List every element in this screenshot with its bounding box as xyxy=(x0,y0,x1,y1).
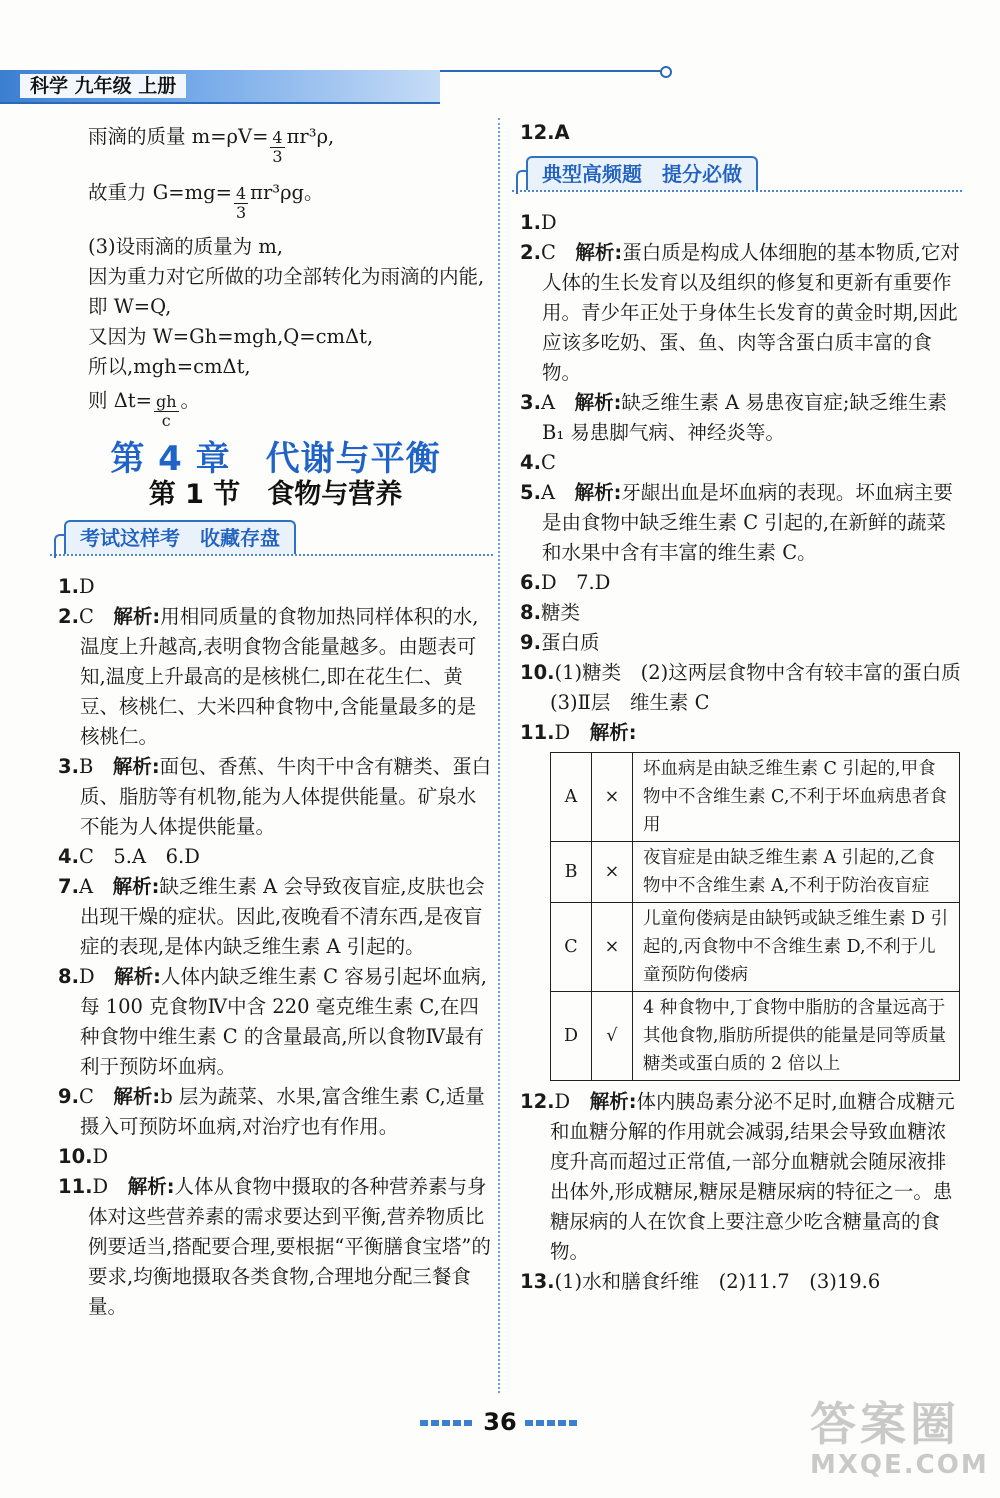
answer-choice: C xyxy=(540,241,556,264)
question-number: 1. xyxy=(520,211,541,234)
fraction-denominator: 3 xyxy=(272,147,283,166)
table-row xyxy=(551,753,960,842)
formula-text: 。 xyxy=(180,389,201,412)
option-cell: A xyxy=(551,753,592,842)
explanation-text: 用相同质量的食物加热同样体积的水,温度上升越高,表明食物含能量越多。由题表可知,温度上升最高的是核桃仁,即在花生仁、黄豆、核桃仁、大米四种食物中,含能量最多的是核桃仁。 xyxy=(80,605,479,748)
right-column xyxy=(520,118,981,1297)
answer-choice: C 5.A 6.D xyxy=(78,845,200,868)
question-number: 9. xyxy=(520,631,541,654)
answer-item xyxy=(520,208,962,238)
page-number-decoration xyxy=(420,1420,475,1426)
explanation-label: 解析: xyxy=(589,1090,637,1113)
explanation-text: 体内胰岛素分泌不足时,血糖合成糖元和血糖分解的作用就会减弱,结果会导致血糖浓度升高而超过正常值,一部分血糖就会随尿液排出体外,形成糖尿,糖尿是糖尿病的特征之一。患糖尿病的人在饮食上要注意少吃含糖量高的食物。 xyxy=(550,1090,955,1263)
formula-mass xyxy=(88,122,493,166)
answer-list xyxy=(58,572,493,1322)
column-divider xyxy=(498,118,500,1393)
question-number: 4. xyxy=(58,845,79,868)
answer-list xyxy=(520,208,981,748)
explanation-label: 解析: xyxy=(113,605,161,628)
question-number: 8. xyxy=(520,601,541,624)
judgement-cell: × xyxy=(592,753,633,842)
page-header xyxy=(0,70,670,104)
answer-item xyxy=(520,1087,962,1267)
banner-label: 考试这样考 收藏存盘 xyxy=(64,520,296,554)
explanation-label: 解析: xyxy=(574,391,622,414)
answer-item xyxy=(58,842,493,872)
section-banner xyxy=(512,154,962,198)
section-title: 第 1 节 食物与营养 xyxy=(148,479,403,510)
answer-text: (1)水和膳食纤维 (2)11.7 (3)19.6 xyxy=(554,1270,881,1293)
answer-item xyxy=(520,598,962,628)
formula-text: πr³ρ, xyxy=(286,125,335,148)
judgement-cell: × xyxy=(592,903,633,992)
analysis-table xyxy=(550,752,960,1081)
watermark-logo-text: 答案圈 xyxy=(810,1397,960,1451)
explanation-text: b 层为蔬菜、水果,富含维生素 C,适量摄入可预防坏血病,对治疗也有作用。 xyxy=(80,1085,485,1138)
reason-cell: 坏血病是由缺乏维生素 C 引起的,甲食物中不含维生素 C,不利于坏血病患者食用 xyxy=(633,753,960,842)
answer-choice: D xyxy=(540,211,557,234)
table-row xyxy=(551,842,960,903)
formula-text: 则 Δt= xyxy=(88,389,152,412)
question-number: 2. xyxy=(58,605,79,628)
explanation-label: 解析: xyxy=(589,721,637,744)
formula-delta-t xyxy=(88,386,493,430)
answer-choice: D xyxy=(78,575,95,598)
answer-item xyxy=(58,1082,493,1142)
table-row xyxy=(551,903,960,992)
page-number-text: 36 xyxy=(483,1408,517,1436)
option-cell: C xyxy=(551,903,592,992)
fraction-denominator: c xyxy=(161,411,171,430)
fraction-numerator: gh xyxy=(155,392,177,411)
explanation-text: 面包、香蕉、牛肉干中含有糖类、蛋白质、脂肪等有机物,能为人体提供能量。矿泉水不能为人体提供能量。 xyxy=(80,755,492,838)
answer-choice: C xyxy=(540,451,556,474)
explanation-label: 解析: xyxy=(574,481,622,504)
solution-continued xyxy=(58,122,493,430)
text-line: 因为重力对它所做的功全部转化为雨滴的内能,即 W=Q, xyxy=(88,265,485,318)
banner-rule xyxy=(512,190,962,192)
judgement-cell: √ xyxy=(592,992,633,1081)
option-cell: D xyxy=(551,992,592,1081)
answer-choice: D xyxy=(92,1175,109,1198)
header-rule xyxy=(440,70,665,72)
explanation-label: 解析: xyxy=(127,1175,175,1198)
chapter-title: 第 4 章 代谢与平衡 xyxy=(110,439,441,479)
text-line: (3)设雨滴的质量为 m, xyxy=(88,235,284,258)
page-number-decoration xyxy=(525,1420,580,1426)
header-dot xyxy=(660,66,672,78)
answer-item xyxy=(520,478,962,568)
answer-item xyxy=(58,602,493,752)
answer-item xyxy=(520,448,962,478)
reason-cell: 4 种食物中,丁食物中脂肪的含量远高于其他食物,脂肪所提供的能量是同等质量糖类或蛋白质的 2 倍以上 xyxy=(633,992,960,1081)
answer-item xyxy=(520,388,962,448)
question-number: 3. xyxy=(520,391,541,414)
site-watermark xyxy=(810,1398,990,1488)
formula-gravity xyxy=(88,178,493,222)
explanation-label: 解析: xyxy=(114,965,161,988)
option-cell: B xyxy=(551,842,592,903)
answer-item xyxy=(520,718,962,748)
question-number: 8. xyxy=(58,965,79,988)
question-number: 3. xyxy=(58,755,79,778)
question-number: 2. xyxy=(520,241,541,264)
answer-choice: B xyxy=(78,755,94,778)
answer-item xyxy=(520,1267,962,1297)
answer-choice: A xyxy=(540,391,556,414)
question-number: 9. xyxy=(58,1085,79,1108)
table-row xyxy=(551,992,960,1081)
answer-item xyxy=(520,568,962,598)
question-number: 7. xyxy=(58,875,79,898)
question-number: 13. xyxy=(520,1270,555,1293)
explanation-text: 缺乏维生素 A 易患夜盲症;缺乏维生素 B₁ 易患脚气病、神经炎等。 xyxy=(542,391,947,444)
reason-cell: 儿童佝偻病是由缺钙或缺乏维生素 D 引起的,丙食物中不含维生素 D,不利于儿童预防佝偻病 xyxy=(633,903,960,992)
answer-choice: D 7.D xyxy=(540,571,611,594)
answer-item xyxy=(58,1142,493,1172)
answer-item xyxy=(520,238,962,388)
judgement-cell: × xyxy=(592,842,633,903)
explanation-text: 缺乏维生素 A 会导致夜盲症,皮肤也会出现干燥的症状。因此,夜晚看不清东西,是夜盲症的表现,是体内缺乏维生素 A 引起的。 xyxy=(80,875,485,958)
answer-item xyxy=(520,658,981,718)
answer-choice: C xyxy=(78,605,94,628)
explanation-label: 解析: xyxy=(112,755,160,778)
answer-item xyxy=(520,628,962,658)
fraction xyxy=(270,129,284,166)
answer-choice: A xyxy=(540,481,556,504)
banner-label: 典型高频题 提分必做 xyxy=(526,156,758,190)
answer-choice: D xyxy=(554,721,571,744)
answer-item xyxy=(58,872,493,962)
question-number: 11. xyxy=(58,1175,93,1198)
question-number: 10. xyxy=(520,661,555,684)
explanation-label: 解析: xyxy=(575,241,623,264)
answer-item xyxy=(58,962,493,1082)
fraction-numerator: 4 xyxy=(272,128,283,147)
text-line: 所以,mgh=cmΔt, xyxy=(88,355,251,378)
answer-item xyxy=(58,752,493,842)
explanation-label: 解析: xyxy=(113,1085,161,1108)
formula-text: πr³ρg。 xyxy=(250,181,324,204)
watermark-url: MXQE.COM xyxy=(810,1450,989,1480)
question-number: 4. xyxy=(520,451,541,474)
fraction xyxy=(154,393,179,430)
text-line: 又因为 W=Gh=mgh,Q=cmΔt, xyxy=(88,325,374,348)
explanation-text: 人体内缺乏维生素 C 容易引起坏血病,每 100 克食物Ⅳ中含 220 毫克维生素 C,在四种食物中维生素 C 的含量最高,所以食物Ⅳ最有利于预防坏血病。 xyxy=(80,965,487,1078)
question-number: 10. xyxy=(58,1145,93,1168)
answer-choice: A xyxy=(78,875,94,898)
answer-choice: D xyxy=(92,1145,109,1168)
answer-choice: C xyxy=(78,1085,94,1108)
question-number: 6. xyxy=(520,571,541,594)
answer-choice: D xyxy=(78,965,95,988)
formula-text: 雨滴的质量 m=ρV= xyxy=(88,125,269,148)
explanation-label: 解析: xyxy=(112,875,160,898)
question-number: 1. xyxy=(58,575,79,598)
question-number: 5. xyxy=(520,481,541,504)
fraction-numerator: 4 xyxy=(235,184,247,203)
answer-item xyxy=(58,1172,493,1322)
answer-text: (1)糖类 (2)这两层食物中含有较丰富的蛋白质 (3)Ⅱ层 维生素 C xyxy=(550,661,981,714)
explanation-text: 牙龈出血是坏血病的表现。坏血病主要是由食物中缺乏维生素 C 引起的,在新鲜的蔬菜和水果中含有丰富的维生素 C。 xyxy=(542,481,953,564)
answer-item: 12.A xyxy=(520,121,570,144)
formula-text: 故重力 G=mg= xyxy=(88,181,232,204)
question-number: 11. xyxy=(520,721,555,744)
answer-choice: D xyxy=(554,1090,571,1113)
book-title: 科学 九年级 上册 xyxy=(20,74,186,98)
question-number: 12. xyxy=(520,1090,555,1113)
reason-cell: 夜盲症是由缺乏维生素 A 引起的,乙食物中不含维生素 A,不利于防治夜盲症 xyxy=(633,842,960,903)
fraction-denominator: 3 xyxy=(235,203,247,222)
section-banner xyxy=(50,518,493,562)
banner-rule xyxy=(50,554,493,556)
explanation-text: 人体从食物中摄取的各种营养素与身体对这些营养素的需求要达到平衡,营养物质比例要适当,搭配要合理,要根据“平衡膳食宝塔”的要求,均衡地摄取各类食物,合理地分配三餐食量。 xyxy=(88,1175,491,1318)
answer-item xyxy=(58,572,493,602)
answer-text: 蛋白质 xyxy=(540,631,600,654)
left-column xyxy=(58,122,493,1322)
fraction xyxy=(234,185,248,222)
answer-text: 糖类 xyxy=(540,601,580,624)
explanation-text: 蛋白质是构成人体细胞的基本物质,它对人体的生长发育以及组织的修复和更新有重要作用。青少年正处于身体生长发育的黄金时期,因此应该多吃奶、蛋、鱼、肉等含蛋白质丰富的食物。 xyxy=(542,241,960,384)
